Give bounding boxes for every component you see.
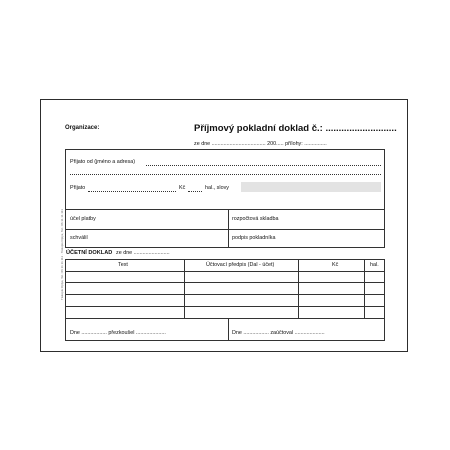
received-amount-prefix: Přijato <box>70 185 86 191</box>
table-row <box>66 294 384 295</box>
organization-label: Organizace: <box>65 125 100 131</box>
received-from-line-2 <box>70 174 381 175</box>
approved-label: schválil <box>70 235 88 241</box>
table-row <box>66 282 384 283</box>
signature-divider <box>228 319 229 340</box>
col-posting-header: Účtovací předpis (Dal - účet) <box>206 262 275 268</box>
cashier-label: podpis pokladníka <box>232 235 276 241</box>
col-divider-2 <box>298 260 299 318</box>
accounting-heading: ÚČETNÍ DOKLAD <box>66 250 113 256</box>
accounting-table <box>65 259 385 319</box>
receipt-form <box>40 99 408 352</box>
col-hal-header: hal. <box>370 262 379 268</box>
purpose-row-divider <box>66 229 385 230</box>
received-amount-kc: Kč <box>179 185 186 191</box>
posted-by-line: Dne ................. zaúčtoval .................... <box>232 330 325 336</box>
budget-label: rozpočtová skladba <box>232 216 279 222</box>
col-divider-1 <box>184 260 185 318</box>
received-amount-words-label: hal., slovy <box>205 185 229 191</box>
purpose-label: účel platby <box>70 216 96 222</box>
signature-box <box>65 319 385 341</box>
received-amount-line <box>88 191 176 192</box>
received-from-label: Přijato od (jméno a adresa) <box>70 159 136 165</box>
received-amount-hal-line <box>188 191 202 192</box>
reviewed-by-line: Dne ................. přezkoušel .................... <box>70 330 166 336</box>
receipt-date-line: ze dne .................................... 200..... přílohy: ............... <box>194 141 327 147</box>
received-from-line <box>146 165 381 166</box>
col-divider-3 <box>364 260 365 318</box>
payer-box <box>65 149 385 210</box>
side-print: Tiskopis Optys, Tel.: 06 11 11 111 · Tiskopis Optys, Tel.: 06 11 11 111 <box>60 209 64 300</box>
col-kc-header: Kč <box>332 262 339 268</box>
table-row <box>66 271 384 272</box>
table-row <box>66 306 384 307</box>
receipt-title: Příjmový pokladní doklad č.: ........................... <box>194 123 397 134</box>
accounting-heading-date: ze dne ........................ <box>116 250 170 256</box>
col-text-header: Text <box>118 262 128 268</box>
amount-in-words-field[interactable] <box>241 182 381 192</box>
purpose-box <box>65 210 385 248</box>
